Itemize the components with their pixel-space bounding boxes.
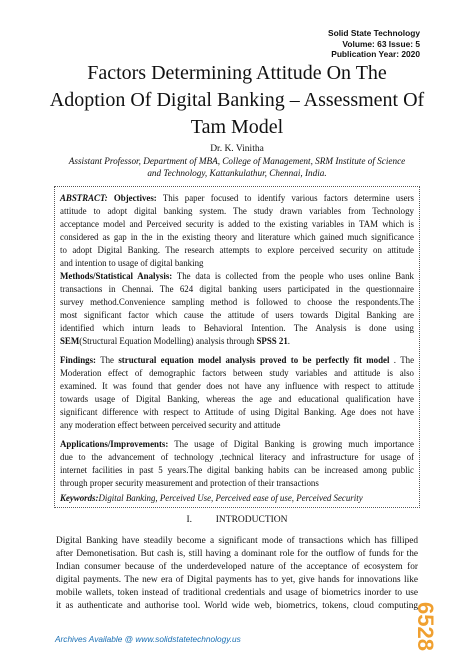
spss-label: SPSS 21 xyxy=(256,336,288,346)
methods-label: Methods/Statistical Analysis: xyxy=(60,271,173,281)
page-number: 6528 xyxy=(413,602,438,651)
findings-line: significant difference with respect to Attitude of using Digital Banking. Age does not have xyxy=(60,407,414,417)
objectives-line: attitude to adopt digital banking system. The study drawn variables from Technology xyxy=(60,206,414,216)
keywords-label: Keywords: xyxy=(60,493,99,503)
findings-line: examined. It was found that gender does not have any influence with respect to attitude xyxy=(60,381,414,391)
objectives-label: Objectives: xyxy=(113,193,157,203)
paper-title xyxy=(40,60,434,141)
applications-text: The usage of Digital Banking is growing much importance xyxy=(168,439,414,449)
findings-line: any moderation effect between perceived security and attitude xyxy=(60,420,281,430)
body-line: mobile wallets, token instead of traditional credentials and usage of biometrics inorder to use xyxy=(56,588,418,598)
sem-label: SEM xyxy=(60,336,80,346)
methods-line xyxy=(60,335,414,348)
body-line: it as authenticate and authorise tool. World wide web, biometrics, tokens, cloud computing xyxy=(56,601,418,611)
methods-line: survey method.Convenience sampling method is followed to choose the respondents.The xyxy=(60,297,414,307)
title-line: Tam Model xyxy=(190,116,284,138)
footer-archive-link[interactable]: Archives Available @ www.solidstatetechnology.us xyxy=(55,634,241,644)
affiliation-line: and Technology, Kattankulathur, Chennai, India. xyxy=(147,168,327,178)
applications-line: due to the advancement of technology ,technical literacy and infrastructure for usage of xyxy=(60,452,414,462)
objectives-text: This paper focused to identify various factors determine users xyxy=(162,193,415,203)
findings-pre: The xyxy=(96,355,119,365)
journal-publication-year: Publication Year: 2020 xyxy=(331,49,420,60)
methods-text: The data is collected from the people who uses online Bank xyxy=(172,271,414,281)
section-number: I. xyxy=(186,515,192,525)
author-affiliation xyxy=(54,155,420,179)
objectives-line: acceptance model and Perceived security is added to the existing variables in TAM which is xyxy=(60,219,414,229)
abstract-label: ABSTRACT: xyxy=(60,193,108,203)
sem-end: . xyxy=(287,336,291,346)
methods-line xyxy=(60,270,414,283)
findings-post: . The xyxy=(389,355,415,365)
applications-line: through proper security measurement and protection of their transactions xyxy=(60,478,319,488)
methods-line: identified which inturn leads to Behavioral Intention. The Analysis is done using xyxy=(60,323,414,333)
affiliation-line: Assistant Professor, Department of MBA, College of Management, SRM Institute of Science xyxy=(68,156,406,166)
title-line: Factors Determining Attitude On The xyxy=(87,62,387,84)
abstract-objectives-line xyxy=(60,192,414,205)
applications-line: internet facilities in past 5 years.The digital banking habits can be increased among public xyxy=(60,465,414,475)
findings-bold: structural equation model analysis proved to be perfectly fit model xyxy=(118,355,390,365)
objectives-line: and intention to usage of digital banking xyxy=(60,258,204,268)
keywords-text: Digital Banking, Perceived Use, Perceived ease of use, Perceived Security xyxy=(98,493,363,503)
author-name: Dr. K. Vinitha xyxy=(210,144,264,154)
methods-line: most significant factor which cause the attitude of users towards Digital Banking are xyxy=(60,310,414,320)
section-title: INTRODUCTION xyxy=(215,515,288,525)
objectives-line: considered as gap in the in the existing theory and literature which gained much significance xyxy=(60,232,414,242)
journal-volume-issue: Volume: 63 Issue: 5 xyxy=(342,38,420,49)
sem-text: (Structural Equation Modelling) analysis through xyxy=(79,336,257,346)
body-line: Indian consumer because of the underdeveloped nature of the acceptance of ecosystem for xyxy=(56,562,418,572)
keywords-line xyxy=(60,492,414,505)
applications-line xyxy=(60,438,414,451)
findings-line: Moderation effect of demographic factors between study variables and attitude is also xyxy=(60,368,414,378)
findings-line xyxy=(60,354,414,367)
findings-line: towards usage of Digital Banking, whereas the age and educational qualification have xyxy=(60,394,414,404)
body-line: Digital Banking have steadily become a significant mode of transactions which has filliped xyxy=(56,536,418,546)
section-heading xyxy=(0,514,474,526)
journal-info xyxy=(328,28,420,60)
findings-label: Findings: xyxy=(60,355,97,365)
body-line: digital payments. The new era of Digital payments has to yet, give hands for innovations like xyxy=(56,575,418,585)
title-line: Adoption Of Digital Banking – Assessment Of xyxy=(49,89,425,111)
journal-name: Solid State Technology xyxy=(328,28,420,38)
applications-label: Applications/Improvements: xyxy=(60,439,169,449)
body-line: after Demonetisation. But cash is, still having a dominant role for the outflow of funds for the xyxy=(56,549,418,559)
objectives-line: to adopt Digital Banking. The research attempts to explore perceived security on attitude xyxy=(60,245,414,255)
methods-line: transactions in Chennai. The 624 digital banking users participated in the questionnaire xyxy=(60,284,414,294)
